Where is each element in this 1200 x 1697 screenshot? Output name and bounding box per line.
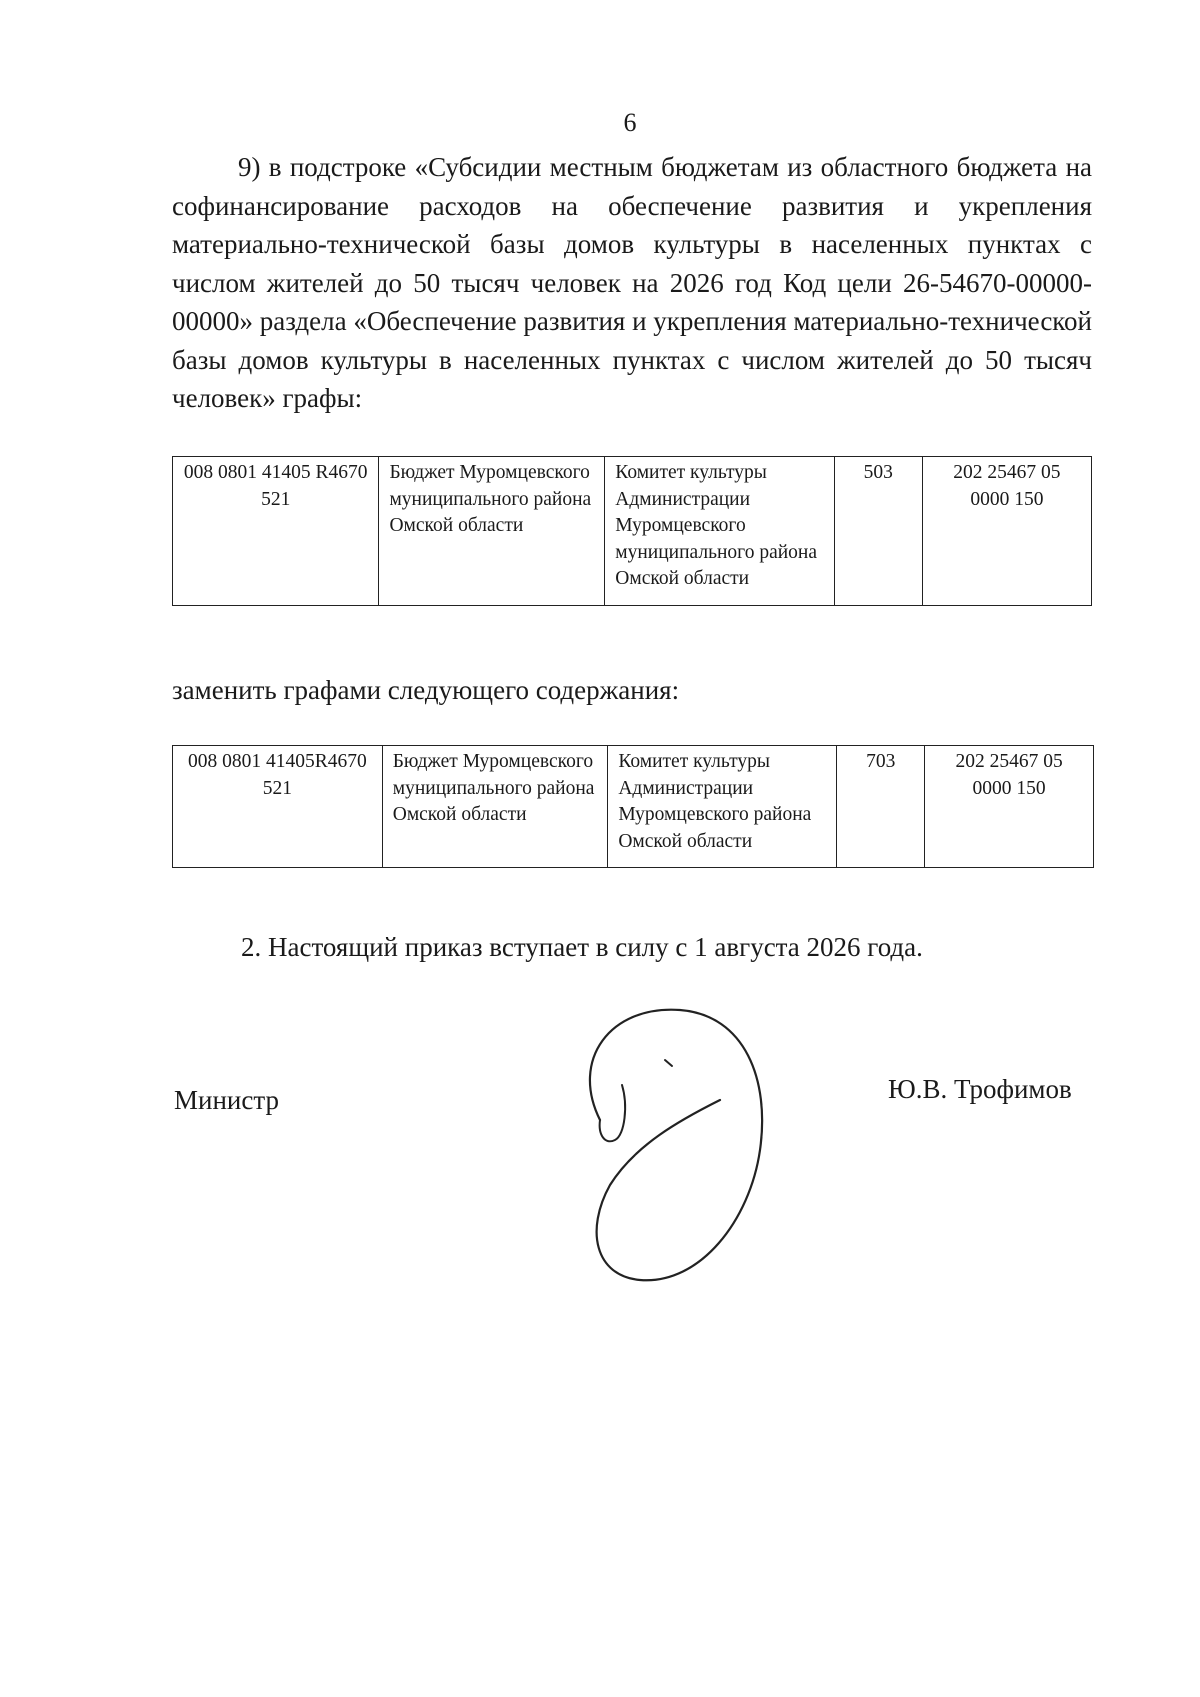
budget-cell: Бюджет Муромцевского муниципального района Омской области — [379, 457, 605, 606]
signatory-role: Министр — [174, 1085, 279, 1115]
page-number: 6 — [623, 108, 637, 137]
old-columns-table — [172, 456, 1092, 606]
revenue-code-cell: 202 25467 05 0000 150 — [922, 457, 1091, 606]
replace-label: заменить графами следующего содержания: — [172, 675, 680, 705]
amendment-paragraph: 9) в подстроке «Субсидии местным бюджетам из областного бюджета на софинансирование расходов на обеспечение развития и укрепления материально-технической базы домов культуры в населенных пунктах с числом жителей до 50 тысяч человек на 2026 год Код цели 26-54670-00000-00000» раздела «Обеспечение развития и укрепления материально-технической базы домов культуры в населенных пунктах с числом жителей до 50 тысяч человек» графы: — [172, 152, 1092, 413]
table-row — [173, 746, 1094, 868]
signatory-name: Ю.В. Трофимов — [888, 1074, 1072, 1104]
table-row — [173, 457, 1092, 606]
effective-date-clause: 2. Настоящий приказ вступает в силу с 1 августа 2026 года. — [241, 932, 923, 962]
code-cell: 008 0801 41405R4670 521 — [173, 746, 383, 868]
revenue-code-cell: 202 25467 05 0000 150 — [925, 746, 1094, 868]
new-columns-table — [172, 745, 1094, 868]
number-cell: 503 — [834, 457, 922, 606]
administrator-cell: Комитет культуры Администрации Муромцевского района Омской области — [608, 746, 837, 868]
number-cell: 703 — [837, 746, 925, 868]
administrator-cell: Комитет культуры Администрации Муромцевского муниципального района Омской области — [605, 457, 835, 606]
budget-cell: Бюджет Муромцевского муниципального района Омской области — [382, 746, 608, 868]
handwritten-signature — [570, 1000, 790, 1290]
code-cell: 008 0801 41405 R4670 521 — [173, 457, 379, 606]
